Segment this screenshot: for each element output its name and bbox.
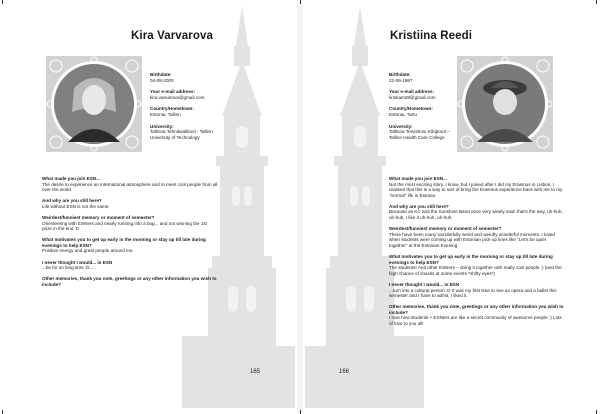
personal-info	[389, 72, 507, 146]
person-name: Kristiina Reedi	[390, 30, 473, 42]
right-page	[305, 6, 598, 408]
crop-mark	[300, 0, 301, 4]
info-hometown: Country/Hometown: Estonia, Tartu	[389, 106, 433, 117]
qa-item: What made you join ESN... Not the most exciting story. I know, but I joined after I did my Erasmus in Lisbon. I realised that this is a way to sort of bring the Erasmus experience back with me to my "normal" life in Estonia.	[389, 176, 563, 198]
crop-mark	[300, 410, 301, 414]
page-number: 165	[250, 369, 261, 375]
info-university: University: Tallinna Tervishoiu Kõrgkool – Tallinn Health Care College	[389, 123, 450, 140]
portrait-frame	[44, 54, 144, 154]
info-email: Your e-mail address: kriskam28@gmail.com	[389, 89, 436, 100]
person-name: Kira Varvarova	[131, 30, 213, 42]
info-hometown: Country/Hometown: Estonia, Tallinn	[150, 106, 194, 117]
qa-item: What motivates you to get up early in the morning or stay up till late during evenings to help ESN? Positive energy and great people around me.	[42, 237, 206, 254]
qa-item: I never thought I would... in ESN ...turn into a cultural person :D It was my first time to see an opera and a ballet this semester and I have to admit, I liked it.	[389, 281, 557, 299]
info-university: University: Tallinna Tehnikaülikool - Tallinn University of Technology	[150, 123, 213, 140]
crop-mark	[596, 0, 597, 4]
qa-item: And why are you still here? Because as KC and the Sunshine Band once very wisely said: that's the way, uh-huh, uh-huh, I like it uh-huh, uh-huh.	[389, 203, 563, 221]
qa-item: What motivates you to get up early in the morning or stay up till late during evenings to help ESN? The students! And other ESNers – doing it together with really cool people :) (and the high chance of snacks at some events *shifty eyes*)	[389, 254, 562, 276]
qa-item: Weirdest/funniest memory or moment of semester? Orienteering with ESNers and nearly running into a bog... and not winning the 1st prize in the end :D	[42, 214, 207, 232]
qa-item: What made you join ESN... The desire to experience an international atmosphere and to meet cool people from all over the world.	[42, 176, 218, 193]
left-page	[2, 6, 295, 408]
info-email: Your e-mail address: kira.varvarova@gmail.com	[150, 89, 205, 100]
page-number: 166	[339, 369, 350, 375]
crop-mark	[596, 410, 597, 414]
question-answers	[389, 176, 565, 332]
crop-mark	[2, 0, 3, 4]
qa-item: Weirdest/funniest memory or moment of semester? There have been many wonderfully weird and weirdly wonderful moments. I loved when students were coming up with Estonian pick-up lines like "Let's be quiet together" at the Estonian Evening.	[389, 226, 555, 248]
qa-item: I never thought I would... in ESN ...be for so long time :D...	[42, 259, 113, 271]
info-birthdate: Birthdate: 22-06-1987	[389, 72, 413, 83]
question-answers	[42, 176, 218, 293]
crop-mark	[2, 410, 3, 414]
qa-item: And why are you still here? Life without ESN is not the same.	[42, 198, 110, 209]
info-birthdate: Birthdate: 04-08-2000	[150, 72, 174, 83]
floral-frame-icon	[44, 54, 144, 154]
qa-item: Other memories, thank you note, greetings or any other information you wish to include?	[42, 276, 217, 287]
book-gutter	[297, 0, 303, 414]
qa-item: Other memories, thank you note, greetings or any other information you wish to include? I love how students + ESNers are like a secret community of awesome people :) Lots of love to you all!	[389, 304, 564, 326]
personal-info	[150, 72, 268, 146]
